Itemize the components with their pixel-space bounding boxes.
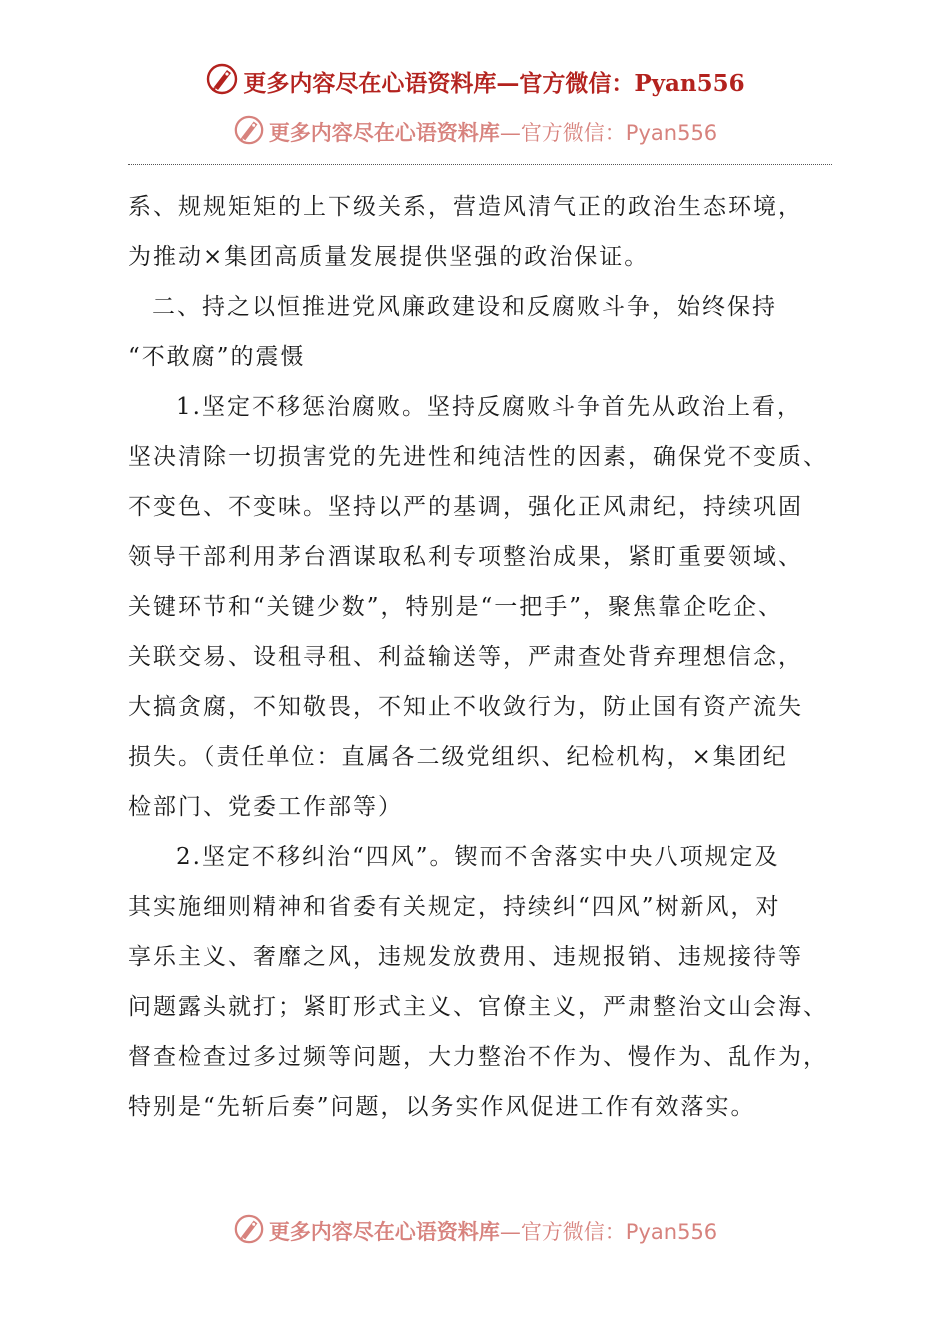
header-wechat-text: —官方微信：Pyan556 <box>496 69 745 97</box>
watermark-banner <box>0 114 950 150</box>
header-brand-text: 更多内容尽在心语资料库 <box>243 69 497 97</box>
body-line: 享乐主义、奢靡之风，违规发放费用、违规报销、违规接待等 <box>128 944 803 970</box>
pen-nib-logo-icon <box>233 1213 265 1249</box>
body-line: 系、规规矩矩的上下级关系，营造风清气正的政治生态环境， <box>128 194 803 220</box>
body-line: 检部门、党委工作部等） <box>128 794 403 820</box>
body-line: 督查检查过多过频等问题，大力整治不作为、慢作为、乱作为， <box>128 1044 828 1070</box>
body-line: 特别是“先斩后奏”问题，以务实作风促进工作有效落实。 <box>128 1094 756 1120</box>
body-line: 损失。（责任单位：直属各二级党组织、纪检机构，×集团纪 <box>128 744 788 770</box>
body-line: 坚决清除一切损害党的先进性和纯洁性的因素，确保党不变质、 <box>128 444 828 470</box>
body-line: 关联交易、设租寻租、利益输送等，严肃查处背弃理想信念， <box>128 644 803 670</box>
pen-nib-logo-icon <box>233 114 265 150</box>
watermark-wechat-text: —官方微信：Pyan556 <box>499 121 718 145</box>
footer-brand-text: 更多内容尽在心语资料库 <box>268 1219 500 1244</box>
body-line: 为推动×集团高质量发展提供坚强的政治保证。 <box>128 244 650 270</box>
section-heading: “不敢腐”的震慑 <box>128 344 306 370</box>
body-line: 大搞贪腐，不知敬畏，不知止不收敛行为，防止国有资产流失 <box>128 694 803 720</box>
pen-nib-logo-icon <box>205 62 239 100</box>
footer-wechat-text: —官方微信：Pyan556 <box>499 1220 718 1244</box>
footer-banner <box>0 1213 950 1249</box>
document-body <box>128 182 832 1132</box>
body-line: 问题露头就打；紧盯形式主义、官僚主义，严肃整治文山会海、 <box>128 994 828 1020</box>
body-line: 1.坚定不移惩治腐败。坚持反腐败斗争首先从政治上看， <box>176 394 802 420</box>
body-line: 领导干部利用茅台酒谋取私利专项整治成果，紧盯重要领域、 <box>128 544 803 570</box>
body-line: 2.坚定不移纠治“四风”。锲而不舍落实中央八项规定及 <box>176 844 780 870</box>
body-line: 关键环节和“关键少数”，特别是“一把手”，聚焦靠企吃企、 <box>128 594 784 620</box>
header-divider <box>128 164 832 165</box>
body-line: 其实施细则精神和省委有关规定，持续纠“四风”树新风，对 <box>128 894 781 920</box>
watermark-brand-text: 更多内容尽在心语资料库 <box>268 120 500 145</box>
section-heading: 二、持之以恒推进党风廉政建设和反腐败斗争，始终保持 <box>152 294 777 320</box>
body-line: 不变色、不变味。坚持以严的基调，强化正风肃纪，持续巩固 <box>128 494 803 520</box>
header-banner <box>0 62 950 100</box>
